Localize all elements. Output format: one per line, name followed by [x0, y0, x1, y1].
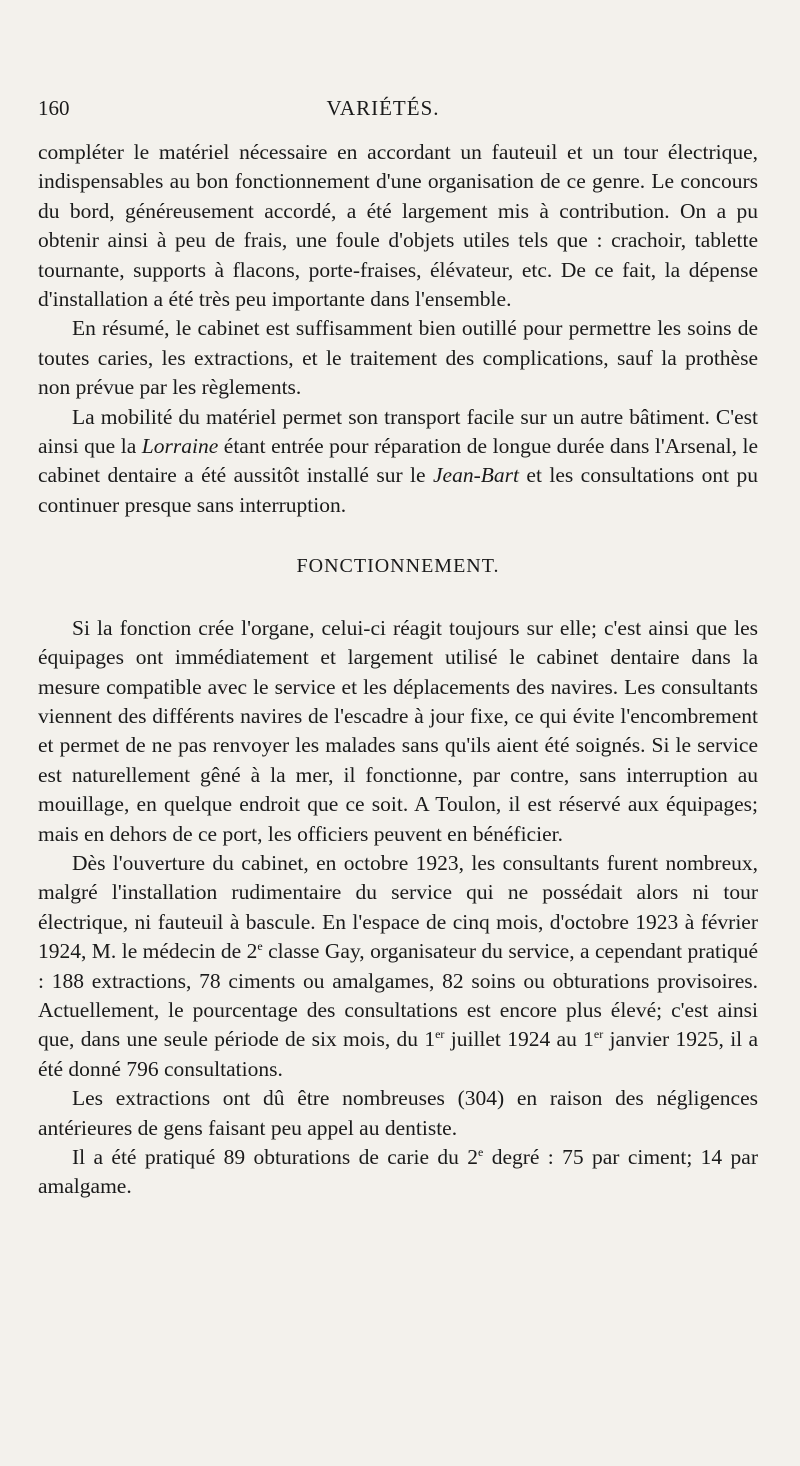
paragraph-extractions: Les extractions ont dû être nombreuses (304) en raison des négligences antérieures de gens faisant peu appel au dentiste.	[38, 1086, 758, 1140]
ship-name-lorraine: Lorraine	[141, 434, 219, 459]
body-text	[38, 138, 758, 1202]
stats-sup-1: e	[257, 939, 263, 953]
paragraph-equipment: compléter le matériel nécessaire en accordant un fauteuil et un tour électrique, indispensables au bon fonctionnement d'une organisation de ce genre. Le concours du bord, généreusement accordé, a été largement mis à contribution. On a pu obtenir ainsi à peu de frais, une foule d'objets utiles tels que : crachoir, tablette tournante, supports à flacons, porte-fraises, élévateur, etc. De ce fait, la dépense d'installation a été très peu importante dans l'ensemble.	[38, 140, 758, 312]
mobility-text-2: étant entrée pour réparation de longue durée dans l'Arsenal, le cabinet dentaire a été aussitôt installé sur le	[38, 434, 758, 488]
section-heading: FONCTIONNEMENT.	[296, 555, 500, 578]
fillings-text-2: degré : 75 par ciment; 14 par amalgame.	[38, 1145, 758, 1199]
page-header	[38, 96, 728, 128]
stats-sup-2: er	[435, 1027, 445, 1042]
paragraph-fillings	[38, 1143, 758, 1202]
stats-text-4: janvier 1925, il a été donné 796 consultations.	[38, 1027, 758, 1081]
fillings-sup: e	[478, 1144, 484, 1159]
mobility-text-3: et les consultations ont pu continuer presque sans interruption.	[38, 463, 758, 517]
paragraph-summary: En résumé, le cabinet est suffisamment bien outillé pour permettre les soins de toutes caries, les extractions, et le traitement des complications, sauf la prothèse non prévue par les règlements.	[38, 316, 758, 400]
paragraph-mobility	[38, 403, 758, 521]
ship-name-jean-bart: Jean-Bart	[433, 463, 519, 488]
stats-text-2: classe Gay, organisateur du service, a cependant pratiqué : 188 extractions, 78 ciments ou amalgames, 82 soins ou obturations provisoires. Actuellement, le pourcentage des consultations est encore plus élevé; c'est ainsi que, dans une seule période de six mois, du 1	[38, 939, 758, 1052]
page-number: 160	[38, 96, 70, 120]
fillings-text-1: Il a été pratiqué 89 obturations de carie du 2	[72, 1145, 478, 1169]
paragraph-statistics	[38, 849, 758, 1084]
stats-text-3: juillet 1924 au 1	[444, 1027, 594, 1052]
stats-sup-3: er	[593, 1027, 604, 1042]
paragraph-function: Si la fonction crée l'organe, celui-ci réagit toujours sur elle; c'est ainsi que les équipages ont immédiatement et largement utilisé le cabinet dentaire dans la mesure compatible avec le service et les déplacements des navires. Les consultants viennent des différents navires de l'escadre à jour fixe, ce qui évite l'encombrement et permet de ne pas renvoyer les malades sans qu'ils aient été soignés. Si le service est naturellement gêné à la mer, il fonctionne, par contre, sans interruption au mouillage, en quelque endroit que ce soit. A Toulon, il est réservé aux équipages; mais en dehors de ce port, les officiers peuvent en bénéficier.	[38, 615, 758, 846]
mobility-text-1: La mobilité du matériel permet son transport facile sur un autre bâtiment. C'est ainsi que la	[38, 404, 758, 459]
stats-text-1: Dès l'ouverture du cabinet, en octobre 1923, les consultants furent nombreux, malgré l'installation rudimentaire du service qui ne possédait alors ni tour électrique, ni fauteuil à bascule. En l'espace de cinq mois, d'octobre 1923 à février 1924, M. le médecin de 2	[38, 850, 758, 964]
running-title: VARIÉTÉS.	[326, 96, 440, 120]
